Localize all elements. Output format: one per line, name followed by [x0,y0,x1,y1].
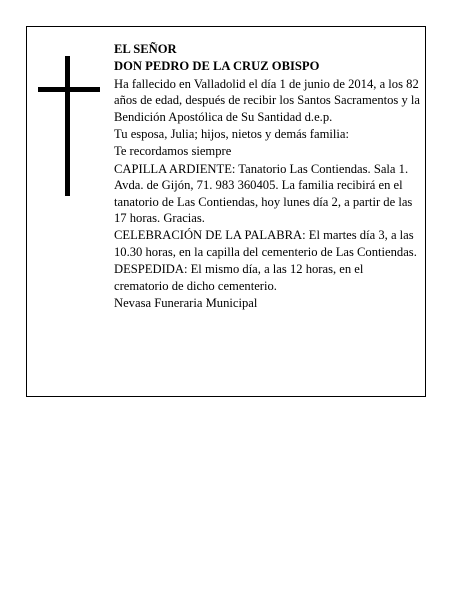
remembrance-line: Te recordamos siempre [114,144,232,159]
deceased-name: DON PEDRO DE LA CRUZ OBISPO [114,59,320,74]
family-line: Tu esposa, Julia; hijos, nietos y demás familia: [114,127,349,142]
cross-vertical-bar [65,56,70,196]
death-announcement: Ha fallecido en Valladolid el día 1 de junio de 2014, a los 82 años de edad, después de recibir los Santos Sacramentos y la Bendición Apostólica de Su Santidad d.e.p. [114,76,421,124]
notice-text [114,41,420,313]
despedida: DESPEDIDA: El mismo día, a las 12 horas, en el crematorio de dicho cementerio. [114,262,364,293]
cross-horizontal-bar [38,87,100,92]
funeral-home: Nevasa Funeraria Municipal [114,296,258,311]
cross-icon [38,56,100,196]
capilla-ardiente: CAPILLA ARDIENTE: Tanatorio Las Contiendas. Sala 1. Avda. de Gijón, 71. 983 360405. La familia recibirá en el tanatorio de Las Contiendas, hoy lunes día 2, a partir de las 17 horas. Gracias. [114,161,413,226]
celebracion-palabra: CELEBRACIÓN DE LA PALABRA: El martes día 3, a las 10.30 horas, en la capilla del cementerio de Las Contiendas. [114,228,417,259]
notice-heading: EL SEÑOR [114,42,177,56]
